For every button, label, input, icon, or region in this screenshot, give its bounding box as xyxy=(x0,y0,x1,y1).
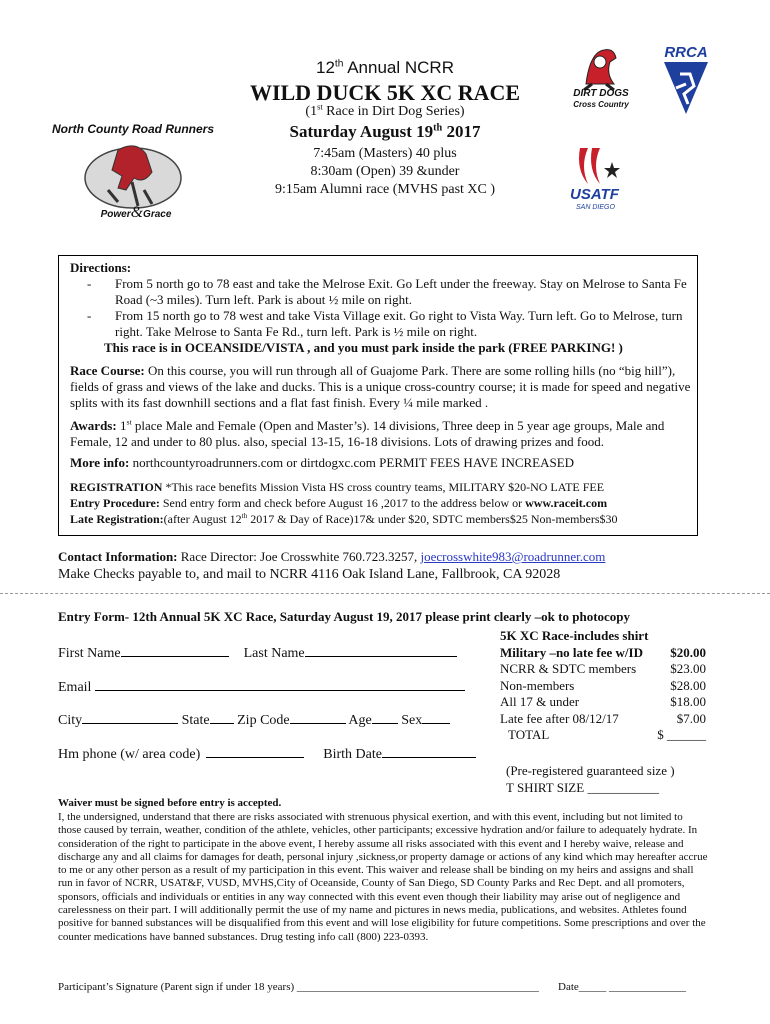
fee-row: Non-members $28.00 xyxy=(500,677,706,693)
rrca-logo xyxy=(660,44,712,116)
sex-field[interactable] xyxy=(422,711,450,724)
dirtdogs-text: DIRT DOGS xyxy=(573,88,629,99)
fee-row: NCRR & SDTC members $23.00 xyxy=(500,661,706,676)
registration: REGISTRATION *This race benefits Mission Vista HS cross country teams, MILITARY $20-NO LATE FEE xyxy=(70,480,605,494)
annual-line: 12th Annual NCRR xyxy=(316,58,454,77)
parking-notice: This race is in OCEANSIDE/VISTA , and you must park inside the park (FREE PARKING! ) xyxy=(104,340,623,355)
director-email-link[interactable]: joecrosswhite983@roadrunner.com xyxy=(420,549,606,564)
birth-date-field[interactable] xyxy=(382,745,476,758)
ncrr-logo-bottom: Power&Grace xyxy=(100,204,172,221)
dirtdogs-logo xyxy=(566,44,636,114)
late-registration: Late Registration:(after August 12th 2017 & Day of Race)17& under $20, SDTC members$25 Non-members$30 xyxy=(70,512,618,526)
directions-heading: Directions: xyxy=(70,260,132,275)
fee-table xyxy=(500,628,706,744)
shirt-size-field[interactable]: T SHIRT SIZE ___________ xyxy=(506,780,659,795)
race-date: Saturday August 19th 2017 xyxy=(289,122,481,141)
address-row: City State Zip Code Age Sex xyxy=(58,711,450,729)
email-row: Email xyxy=(58,678,465,696)
waiver-text: I, the undersigned, understand that there are risks associated with strenuous physical exertion, and with this event, including but not limited to those caused by terrain, weather, condition of the athlete, vehicles, other participants; excessive hydration and/or failure to adequately hydrate. In consideration of the right to participate in the above event, I hereby assume all risks associated with this event and I hereby waive, release and discharge any and all claims for damages for death, personal injury ,sickness,or property damage or actions of any kind which may hereafter accrue to me or any other person as a result of my participation in this event. This waiver and release shall be binding on my heirs and assigns and shall run in favor of NCRR, USAT&F, VUSD, MVHS,City of Oceanside, County of San Diego, SD County Parks and Rec Dept. and all promoters, sponsors, officials and individuals or entities in any way connected with this event even though their liability may arise out of negligence and carelessness on their part. I will additionally permit the use of my name and pictures in news media, publications, and websites. Athletes found positive for banned substances will be disqualified from this event and will lose eligibility for future competitions. Some prescriptions and over the counter medications have banned substances. Drug testing info call (800) 223-0393. xyxy=(58,811,708,943)
contact-info: Contact Information: Race Director: Joe Crosswhite 760.723.3257, joecrosswhite983@roadrunner.com xyxy=(58,549,606,564)
checks-payable: Make Checks payable to, and mail to NCRR 4116 Oak Island Lane, Fallbrook, CA 92028 xyxy=(58,567,561,582)
race-course: Race Course: On this course, you will run through all of Guajome Park. There are some rolling hills (no “big hill”), fields of grass and views of the lake and ducks. This is a unique cross-country course; it is made for speed and negative splits with its fast downhill sections and a flat fast finish. Every ¼ mile marked . xyxy=(70,363,691,410)
shirt-note: (Pre-registered guaranteed size ) xyxy=(506,763,675,778)
direction-2: - From 15 north go to 78 west and take Vista Village exit. Go right to Vista Way. Turn left. Go to Melrose, turn right. Take Melrose to Santa Fe Rd., turn left. Park is ½ mile on right. xyxy=(87,308,683,339)
ncrr-logo-top-text: North County Road Runners xyxy=(52,122,214,136)
city-field[interactable] xyxy=(82,711,178,724)
race-title: WILD DUCK 5K XC RACE xyxy=(249,80,521,105)
more-info: More info: northcountyroadrunners.com or dirtdogxc.com PERMIT FEES HAVE INCREASED xyxy=(70,455,575,470)
usatf-text: USATF xyxy=(570,186,619,203)
fee-row: Military –no late fee w/ID $20.00 xyxy=(500,644,706,660)
fee-row: Late fee after 08/12/17 $7.00 xyxy=(500,710,706,726)
fee-heading: 5K XC Race-includes shirt xyxy=(500,628,649,643)
dirtdogs-sub: Cross Country xyxy=(573,100,629,109)
race-time-1: 7:45am (Masters) 40 plus xyxy=(313,146,457,161)
phone-row: Hm phone (w/ area code) Birth Date xyxy=(58,745,476,763)
waiver-heading: Waiver must be signed before entry is accepted. xyxy=(58,797,282,809)
entry-form-heading: Entry Form- 12th Annual 5K XC Race, Saturday August 19, 2017 please print clearly –ok to photocopy xyxy=(58,609,631,624)
race-time-3: 9:15am Alumni race (MVHS past XC ) xyxy=(274,182,496,197)
zip-field[interactable] xyxy=(290,711,346,724)
ncrr-logo xyxy=(48,110,218,225)
usatf-logo xyxy=(566,140,636,220)
signature-date[interactable]: Date_____ ______________ xyxy=(558,981,687,993)
email-field[interactable] xyxy=(95,678,465,691)
signature-line[interactable]: Participant’s Signature (Parent sign if under 18 years) ____________________________________________ xyxy=(58,981,539,993)
state-field[interactable] xyxy=(210,711,234,724)
raceit-link[interactable]: www.raceit.com xyxy=(525,496,608,510)
total-field[interactable]: $ ______ xyxy=(657,727,706,742)
awards: Awards: 1st place Male and Female (Open and Master’s). 14 divisions, Three deep in 5 year age groups, Male and Female, 12 and under to 80 plus. also, special 13-15, 16-18 divisions. Lots of drawing prizes and food. xyxy=(70,417,665,449)
fee-total: TOTAL $ ______ xyxy=(508,727,706,742)
last-name-field[interactable] xyxy=(305,644,457,657)
fee-row: All 17 & under $18.00 xyxy=(500,694,706,709)
name-row: First Name Last Name xyxy=(58,644,457,662)
first-name-field[interactable] xyxy=(121,644,229,657)
series-line: (1st Race in Dirt Dog Series) xyxy=(305,102,465,119)
entry-procedure: Entry Procedure: Send entry form and check before August 16 ,2017 to the address below or www.raceit.com xyxy=(70,496,608,510)
phone-field[interactable] xyxy=(206,745,304,758)
direction-1: - From 5 north go to 78 east and take the Melrose Exit. Go Left under the freeway. Stay on Melrose to Santa Fe Road (~3 miles). Turn left. Park is about ½ mile on right. xyxy=(87,276,687,307)
section-divider xyxy=(0,593,770,594)
usatf-sub: SAN DIEGO xyxy=(576,204,615,211)
age-field[interactable] xyxy=(372,711,398,724)
race-info-box xyxy=(58,255,698,536)
race-time-2: 8:30am (Open) 39 &under xyxy=(310,164,460,179)
rrca-text: RRCA xyxy=(664,44,708,61)
